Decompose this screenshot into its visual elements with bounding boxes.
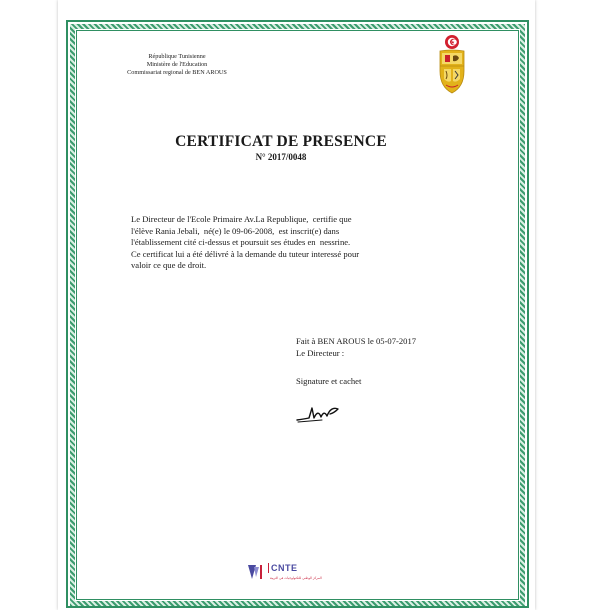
signature-label: Signature et cachet [296,376,362,386]
document-title: CERTIFICAT DE PRESENCE [175,133,387,150]
decorative-border-inner [76,30,519,600]
body-line: Ce certificat lui a été délivré à la demande du tuteur interessé pour [131,248,360,259]
body-line: Le Directeur de l'Ecole Primaire Av.La Republique, certifie que [131,214,352,224]
tunisia-coat-of-arms-icon [436,33,468,95]
place-date: Fait à BEN AROUS le 05-07-2017 [296,336,417,346]
document-number: N° 2017/0048 [255,152,307,162]
signatory-role: Le Directeur : [296,347,345,358]
footer-subtitle: المركز الوطني للتكنولوجيات في التربية [270,576,322,580]
cnte-logo-icon [247,562,267,582]
body-line: l'élève Rania Jebali, né(e) le 09-06-2008, est inscrit(e) dans [131,225,340,236]
header-ministry: Ministère de l'Education [146,61,208,68]
body-line: l'établissement cité ci-dessus et poursuit ses études en nessrine. [131,237,351,247]
footer-brand: CNTE [268,563,298,573]
signature-block [296,336,476,359]
body-line: valoir ce que de droit. [131,260,207,270]
issuer-header [107,53,247,77]
certificate-body [131,214,431,272]
handwritten-signature [294,400,346,428]
header-country: République Tunisienne [148,53,206,60]
header-commissariat: Commissariat regional de BEN AROUS [127,69,227,76]
